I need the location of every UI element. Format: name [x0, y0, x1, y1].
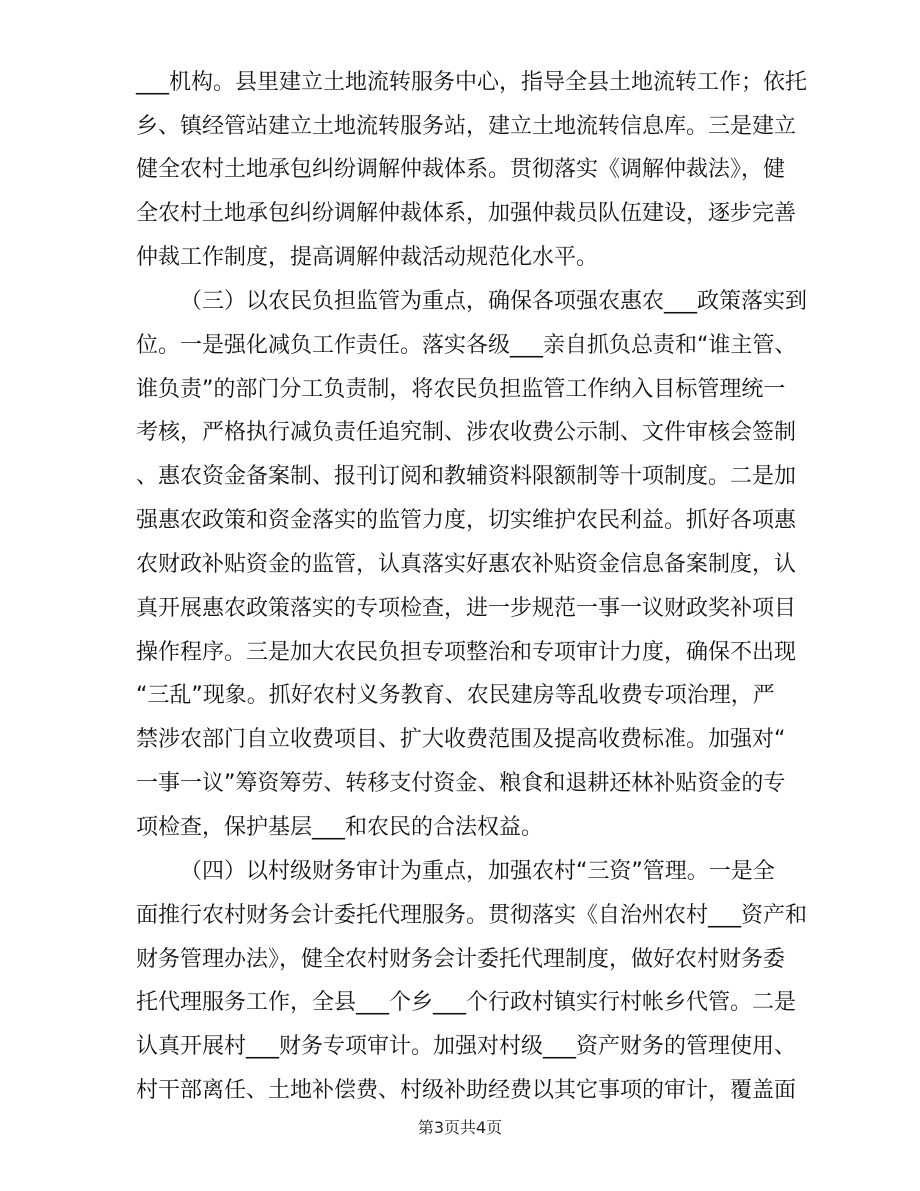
text-line: ___机构。县里建立土地流转服务中心，指导全县土地流转工作；依托 — [136, 70, 808, 95]
text-line: “三乱”现象。抓好农村义务教育、农民建房等乱收费专项治理，严 — [136, 683, 775, 708]
text-line: 农财政补贴资金的监管，认真落实好惠农补贴资金信息备案制度，认 — [136, 552, 797, 577]
text-line: 强惠农政策和资金落实的监管力度，切实维护农民利益。抓好各项惠 — [136, 508, 797, 533]
text-line: 谁负责”的部门分工负责制，将农民负担监管工作纳入目标管理统一 — [136, 377, 786, 402]
text-line: 一事一议”筹资筹劳、转移支付资金、粮食和退耕还林补贴资金的专 — [136, 771, 786, 796]
text-line: 认真开展村___财务专项审计。加强对村级___资产财务的管理使用、 — [136, 1034, 797, 1059]
text-line: 村干部离任、土地补偿费、村级补助经费以其它事项的审计，覆盖面 — [136, 1078, 797, 1103]
text-line: 禁涉农部门自立收费项目、扩大收费范围及提高收费标准。加强对“ — [136, 727, 786, 752]
text-line: 全农村土地承包纠纷调解仲裁体系，加强仲裁员队伍建设，逐步完善 — [136, 201, 797, 226]
text-line: 面推行农村财务会计委托代理服务。贯彻落实《自治州农村___资产和 — [136, 903, 808, 928]
text-line: 操作程序。三是加大农民负担专项整治和专项审计力度，确保不出现 — [136, 640, 797, 665]
paragraph-start: （三）以农民负担监管为重点，确保各项强农惠农___政策落实到 — [180, 289, 808, 314]
text-line: 财务管理办法》，健全农村财务会计委托代理制度，做好农村财务委 — [136, 947, 786, 972]
text-line: 真开展惠农政策落实的专项检查，进一步规范一事一议财政奖补项目 — [136, 596, 797, 621]
page-footer: 第3页共4页 — [417, 1118, 503, 1137]
text-line: 乡、镇经管站建立土地流转服务站，建立土地流转信息库。三是建立 — [136, 114, 797, 139]
text-line: 仲裁工作制度，提高调解仲裁活动规范化水平。 — [136, 245, 599, 270]
text-line: 托代理服务工作，全县___个乡___个行政村镇实行村帐乡代管。二是 — [136, 990, 797, 1015]
text-line: 考核，严格执行减负责任追究制、涉农收费公示制、文件审核会签制 — [136, 420, 797, 445]
text-line: 、惠农资金备案制、报刊订阅和教辅资料限额制等十项制度。二是加 — [136, 464, 797, 489]
text-line: 健全农村土地承包纠纷调解仲裁体系。贯彻落实《调解仲裁法》，健 — [136, 157, 786, 182]
text-line: 项检查，保护基层___和农民的合法权益。 — [136, 815, 544, 840]
paragraph-start: （四）以村级财务审计为重点，加强农村“三资”管理。一是全 — [180, 859, 775, 884]
text-line: 位。一是强化减负工作责任。落实各级___亲自抓负总责和“谁主管、 — [136, 333, 797, 358]
